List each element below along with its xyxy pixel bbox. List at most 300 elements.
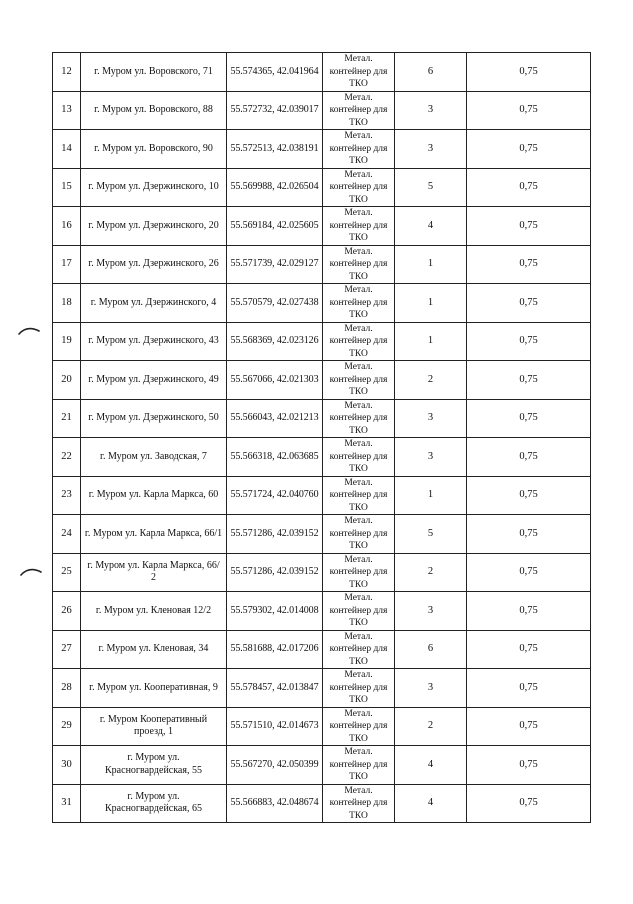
- row-number-text: 14: [61, 142, 72, 154]
- row-address: [81, 476, 227, 515]
- container-type-line: контейнер для: [329, 451, 388, 462]
- container-type-line: ТКО: [349, 464, 368, 474]
- row-address-text: г. Муром ул. Карла Маркса, 66/1: [84, 527, 223, 539]
- container-type-line: ТКО: [349, 810, 368, 821]
- row-number-text: 26: [61, 604, 72, 616]
- row-number-text: 17: [61, 258, 72, 269]
- row-coordinates: [227, 476, 323, 515]
- table-row: [53, 399, 591, 438]
- row-container-volume: [467, 207, 591, 246]
- table-row: [53, 361, 591, 400]
- container-type-line: Метал.: [344, 362, 373, 372]
- row-container-type: [323, 784, 395, 823]
- container-type-line: контейнер для: [329, 66, 388, 77]
- row-container-volume: [467, 746, 591, 785]
- row-container-volume-text: 0,75: [519, 219, 538, 231]
- row-coordinates-text: 55.566883, 42.048674: [230, 797, 319, 808]
- row-number: [53, 399, 81, 438]
- container-type-line: контейнер для: [329, 644, 388, 654]
- container-type-line: Метал.: [344, 169, 373, 180]
- container-type-line: Метал.: [344, 439, 373, 449]
- row-address: [81, 707, 227, 746]
- row-container-type: [323, 207, 395, 246]
- row-number-text: 29: [61, 720, 72, 731]
- row-number-text: 21: [61, 412, 72, 423]
- row-container-count-text: 3: [427, 450, 434, 462]
- row-address-text: г. Муром ул. Кленовая 12/2: [95, 604, 212, 616]
- row-address-text: г. Муром ул. Воровского, 90: [94, 142, 213, 154]
- row-number-text: 15: [61, 181, 72, 192]
- row-coordinates: [227, 515, 323, 554]
- row-container-volume-text: 0,75: [519, 258, 538, 269]
- row-address: [81, 553, 227, 592]
- row-container-volume-text: 0,75: [519, 527, 538, 539]
- row-container-count: [395, 746, 467, 785]
- row-container-volume-text: 0,75: [519, 181, 538, 192]
- row-coordinates-text: 55.579302, 42.014008: [230, 604, 319, 616]
- row-coordinates-text: 55.569988, 42.026504: [230, 181, 319, 192]
- row-coordinates-text: 55.571724, 42.040760: [230, 489, 319, 500]
- row-number: [53, 361, 81, 400]
- row-coordinates: [227, 630, 323, 669]
- row-address: [81, 130, 227, 169]
- row-container-type: [323, 361, 395, 400]
- row-container-count-text: 5: [427, 527, 434, 539]
- row-container-count-text: 4: [427, 797, 434, 808]
- table-row: [53, 438, 591, 477]
- row-container-volume-text: 0,75: [519, 566, 538, 577]
- row-container-volume-text: 0,75: [519, 65, 538, 77]
- row-address-text: г. Муром ул. Красногвардейская, 55: [105, 752, 202, 776]
- table-row: [53, 746, 591, 785]
- row-container-type: [323, 746, 395, 785]
- row-coordinates: [227, 746, 323, 785]
- row-coordinates: [227, 53, 323, 92]
- row-container-volume: [467, 284, 591, 323]
- row-container-volume-text: 0,75: [519, 489, 538, 500]
- row-address-text: г. Муром ул. Дзержинского, 4: [90, 296, 217, 308]
- row-address-text: г. Муром ул. Воровского, 71: [94, 65, 213, 77]
- container-type-line: Метал.: [344, 785, 373, 796]
- row-container-volume: [467, 130, 591, 169]
- row-address: [81, 784, 227, 823]
- container-type-line: ТКО: [349, 233, 368, 243]
- row-container-type: [323, 630, 395, 669]
- row-address: [81, 284, 227, 323]
- row-container-count: [395, 438, 467, 477]
- row-container-type: [323, 168, 395, 207]
- container-type-line: Метал.: [344, 593, 373, 603]
- scan-mark-1: [18, 325, 40, 335]
- row-container-volume: [467, 630, 591, 669]
- row-container-type: [323, 707, 395, 746]
- row-container-volume-text: 0,75: [519, 142, 538, 154]
- row-container-volume: [467, 592, 591, 631]
- table-row: [53, 53, 591, 92]
- row-coordinates-text: 55.578457, 42.013847: [230, 681, 319, 693]
- row-container-count-text: 6: [427, 65, 434, 77]
- container-sites-table: [52, 52, 591, 823]
- container-type-line: контейнер для: [329, 490, 388, 500]
- row-container-count: [395, 399, 467, 438]
- container-type-line: ТКО: [349, 772, 368, 782]
- row-address: [81, 53, 227, 92]
- row-address: [81, 669, 227, 708]
- row-address-text: г. Муром ул. Дзержинского, 26: [88, 258, 219, 269]
- table-row: [53, 630, 591, 669]
- row-container-count-text: 3: [427, 142, 434, 154]
- row-coordinates-text: 55.571286, 42.039152: [230, 527, 319, 539]
- row-coordinates: [227, 245, 323, 284]
- row-container-type: [323, 245, 395, 284]
- row-container-count-text: 2: [427, 566, 434, 577]
- row-container-count: [395, 53, 467, 92]
- row-coordinates: [227, 207, 323, 246]
- row-number-text: 19: [61, 335, 72, 346]
- row-container-volume: [467, 91, 591, 130]
- row-coordinates-text: 55.572732, 42.039017: [230, 104, 319, 115]
- row-container-type: [323, 553, 395, 592]
- row-container-type: [323, 476, 395, 515]
- table-row: [53, 784, 591, 823]
- row-container-volume-text: 0,75: [519, 412, 538, 423]
- container-type-line: ТКО: [349, 117, 368, 128]
- row-container-count-text: 1: [427, 335, 434, 346]
- container-type-line: ТКО: [349, 502, 368, 513]
- row-container-volume: [467, 515, 591, 554]
- container-type-line: Метал.: [344, 708, 373, 719]
- row-container-volume: [467, 322, 591, 361]
- container-type-line: контейнер для: [329, 143, 388, 154]
- table-row: [53, 91, 591, 130]
- row-coordinates-text: 55.570579, 42.027438: [230, 296, 319, 308]
- container-type-line: Метал.: [344, 323, 373, 334]
- row-coordinates-text: 55.581688, 42.017206: [230, 643, 319, 654]
- row-address-text: г. Муром ул. Карла Маркса, 60: [88, 489, 219, 500]
- container-type-line: ТКО: [349, 733, 368, 744]
- row-coordinates-text: 55.568369, 42.023126: [230, 335, 319, 346]
- row-address: [81, 438, 227, 477]
- row-address-text: г. Муром ул. Красногвардейская, 65: [105, 790, 202, 815]
- container-type-line: ТКО: [349, 618, 368, 628]
- row-container-count-text: 1: [427, 489, 434, 500]
- container-type-line: Метал.: [344, 747, 373, 757]
- row-container-volume-text: 0,75: [519, 450, 538, 462]
- row-number-text: 23: [61, 489, 72, 500]
- row-container-count-text: 3: [427, 104, 434, 115]
- row-coordinates-text: 55.567270, 42.050399: [230, 758, 319, 770]
- row-number: [53, 746, 81, 785]
- table-row: [53, 553, 591, 592]
- container-type-line: ТКО: [349, 79, 368, 89]
- container-type-line: контейнер для: [329, 567, 388, 577]
- row-container-count: [395, 91, 467, 130]
- row-number-text: 25: [61, 566, 72, 577]
- row-container-volume-text: 0,75: [519, 296, 538, 308]
- row-container-volume-text: 0,75: [519, 797, 538, 808]
- row-address: [81, 322, 227, 361]
- row-address-text: г. Муром ул. Дзержинского, 10: [88, 181, 219, 192]
- container-type-line: контейнер для: [329, 297, 388, 308]
- row-number: [53, 784, 81, 823]
- row-container-count-text: 5: [427, 181, 434, 192]
- row-container-count-text: 4: [427, 219, 434, 231]
- container-type-line: контейнер для: [329, 605, 388, 616]
- row-container-type: [323, 322, 395, 361]
- row-number: [53, 322, 81, 361]
- row-container-volume: [467, 438, 591, 477]
- row-container-count-text: 2: [427, 720, 434, 731]
- container-type-line: ТКО: [349, 695, 368, 705]
- row-address: [81, 746, 227, 785]
- row-container-count: [395, 476, 467, 515]
- row-coordinates-text: 55.571739, 42.029127: [230, 258, 319, 269]
- row-container-count: [395, 669, 467, 708]
- container-type-line: Метал.: [344, 208, 373, 218]
- row-number-text: 28: [61, 681, 72, 693]
- row-container-type: [323, 53, 395, 92]
- row-container-volume-text: 0,75: [519, 373, 538, 385]
- row-container-type: [323, 284, 395, 323]
- row-address-text: г. Муром ул. Кооперативная, 9: [89, 681, 218, 693]
- row-container-volume-text: 0,75: [519, 758, 538, 770]
- table-row: [53, 669, 591, 708]
- row-container-volume-text: 0,75: [519, 681, 538, 693]
- container-type-line: контейнер для: [329, 682, 388, 693]
- row-address: [81, 207, 227, 246]
- row-container-type: [323, 91, 395, 130]
- row-container-count-text: 1: [427, 258, 434, 269]
- row-number: [53, 515, 81, 554]
- container-type-line: контейнер для: [329, 220, 388, 231]
- container-type-line: Метал.: [344, 477, 373, 488]
- row-address-text: г. Муром ул. Дзержинского, 50: [88, 412, 219, 423]
- row-coordinates-text: 55.569184, 42.025605: [230, 219, 319, 231]
- row-container-volume: [467, 53, 591, 92]
- scan-mark-2: [20, 566, 42, 576]
- container-type-line: ТКО: [349, 656, 368, 667]
- row-container-count: [395, 130, 467, 169]
- row-address-text: г. Муром ул. Дзержинского, 20: [88, 219, 219, 231]
- row-coordinates: [227, 322, 323, 361]
- row-address-text: г. Муром ул. Кленовая, 34: [98, 643, 209, 654]
- row-coordinates: [227, 438, 323, 477]
- row-address: [81, 630, 227, 669]
- row-number: [53, 245, 81, 284]
- container-type-line: контейнер для: [329, 259, 388, 269]
- table-row: [53, 245, 591, 284]
- container-type-line: ТКО: [349, 387, 368, 397]
- row-number-text: 20: [61, 373, 72, 385]
- row-address-text: г. Муром ул. Заводская, 7: [100, 450, 207, 462]
- row-address: [81, 515, 227, 554]
- row-coordinates-text: 55.566043, 42.021213: [230, 412, 319, 423]
- row-container-count: [395, 207, 467, 246]
- row-container-count: [395, 592, 467, 631]
- row-container-type: [323, 669, 395, 708]
- row-container-count-text: 3: [427, 412, 434, 423]
- container-type-line: Метал.: [344, 246, 373, 257]
- row-coordinates: [227, 399, 323, 438]
- row-address: [81, 399, 227, 438]
- row-container-volume: [467, 669, 591, 708]
- row-coordinates: [227, 553, 323, 592]
- row-container-count: [395, 284, 467, 323]
- table-row: [53, 207, 591, 246]
- row-coordinates: [227, 130, 323, 169]
- row-container-type: [323, 438, 395, 477]
- row-number: [53, 438, 81, 477]
- row-container-volume: [467, 784, 591, 823]
- row-number: [53, 476, 81, 515]
- row-number: [53, 707, 81, 746]
- row-container-count: [395, 707, 467, 746]
- container-type-line: контейнер для: [329, 105, 388, 115]
- row-coordinates: [227, 592, 323, 631]
- row-container-count: [395, 630, 467, 669]
- row-container-count: [395, 515, 467, 554]
- container-type-line: контейнер для: [329, 721, 388, 731]
- row-container-volume: [467, 361, 591, 400]
- container-type-line: Метал.: [344, 670, 373, 680]
- row-coordinates: [227, 707, 323, 746]
- container-type-line: ТКО: [349, 310, 368, 320]
- container-type-line: Метал.: [344, 131, 373, 141]
- row-number-text: 22: [61, 450, 72, 462]
- row-address: [81, 168, 227, 207]
- container-type-line: Метал.: [344, 285, 373, 295]
- row-coordinates-text: 55.574365, 42.041964: [230, 65, 319, 77]
- row-address: [81, 361, 227, 400]
- table-row: [53, 592, 591, 631]
- row-container-count: [395, 245, 467, 284]
- container-type-line: ТКО: [349, 579, 368, 590]
- row-container-type: [323, 399, 395, 438]
- table-row: [53, 284, 591, 323]
- container-type-line: Метал.: [344, 516, 373, 526]
- table-row: [53, 322, 591, 361]
- container-type-line: ТКО: [349, 425, 368, 436]
- row-container-count: [395, 784, 467, 823]
- table-row: [53, 476, 591, 515]
- table-row: [53, 707, 591, 746]
- row-number: [53, 91, 81, 130]
- container-type-line: контейнер для: [329, 182, 388, 192]
- container-type-line: Метал.: [344, 554, 373, 565]
- table-row: [53, 515, 591, 554]
- row-number-text: 30: [61, 758, 72, 770]
- row-container-count-text: 1: [427, 296, 434, 308]
- container-type-line: контейнер для: [329, 413, 388, 423]
- row-container-count: [395, 553, 467, 592]
- table-body: [53, 53, 591, 823]
- row-address-text: г. Муром ул. Воровского, 88: [94, 104, 213, 115]
- row-address-text: г. Муром Кооперативный проезд, 1: [99, 713, 208, 738]
- container-type-line: контейнер для: [329, 798, 388, 808]
- row-number: [53, 553, 81, 592]
- row-coordinates-text: 55.567066, 42.021303: [230, 373, 319, 385]
- row-container-volume-text: 0,75: [519, 335, 538, 346]
- row-container-count: [395, 168, 467, 207]
- row-number: [53, 592, 81, 631]
- row-coordinates: [227, 168, 323, 207]
- container-type-line: Метал.: [344, 92, 373, 103]
- row-container-type: [323, 130, 395, 169]
- row-container-count-text: 6: [427, 643, 434, 654]
- row-container-volume-text: 0,75: [519, 720, 538, 731]
- row-container-volume-text: 0,75: [519, 604, 538, 616]
- container-type-line: контейнер для: [329, 374, 388, 385]
- container-type-line: контейнер для: [329, 336, 388, 346]
- row-container-volume: [467, 553, 591, 592]
- row-number-text: 13: [61, 104, 72, 115]
- row-coordinates-text: 55.566318, 42.063685: [230, 450, 319, 462]
- container-type-line: Метал.: [344, 400, 373, 411]
- row-address: [81, 592, 227, 631]
- container-type-line: ТКО: [349, 194, 368, 205]
- row-number: [53, 630, 81, 669]
- row-number-text: 12: [61, 65, 72, 77]
- row-number: [53, 207, 81, 246]
- row-coordinates: [227, 669, 323, 708]
- row-container-count-text: 4: [427, 758, 434, 770]
- row-container-type: [323, 592, 395, 631]
- container-type-line: ТКО: [349, 541, 368, 551]
- row-number-text: 27: [61, 643, 72, 654]
- container-type-line: Метал.: [344, 54, 373, 64]
- container-type-line: контейнер для: [329, 759, 388, 770]
- row-container-volume: [467, 399, 591, 438]
- row-container-count-text: 3: [427, 681, 434, 693]
- row-container-volume-text: 0,75: [519, 104, 538, 115]
- container-type-line: ТКО: [349, 156, 368, 166]
- row-number-text: 31: [61, 797, 72, 808]
- row-coordinates: [227, 284, 323, 323]
- container-type-line: ТКО: [349, 348, 368, 359]
- row-number-text: 18: [61, 296, 72, 308]
- row-container-volume: [467, 707, 591, 746]
- row-number: [53, 130, 81, 169]
- row-coordinates: [227, 361, 323, 400]
- row-address-text: г. Муром ул. Дзержинского, 49: [88, 373, 219, 385]
- row-number: [53, 53, 81, 92]
- container-type-line: Метал.: [344, 631, 373, 642]
- row-coordinates-text: 55.571510, 42.014673: [230, 720, 319, 731]
- row-coordinates: [227, 784, 323, 823]
- table-row: [53, 168, 591, 207]
- row-container-volume: [467, 245, 591, 284]
- row-number: [53, 284, 81, 323]
- row-number-text: 24: [61, 527, 72, 539]
- row-container-volume: [467, 168, 591, 207]
- table-row: [53, 130, 591, 169]
- row-address-text: г. Муром ул. Карла Маркса, 66/ 2: [87, 559, 220, 584]
- row-coordinates-text: 55.571286, 42.039152: [230, 566, 319, 577]
- row-container-count-text: 3: [427, 604, 434, 616]
- row-container-count-text: 2: [427, 373, 434, 385]
- row-container-count: [395, 361, 467, 400]
- row-container-volume-text: 0,75: [519, 643, 538, 654]
- row-address: [81, 245, 227, 284]
- row-coordinates: [227, 91, 323, 130]
- container-type-line: контейнер для: [329, 528, 388, 539]
- row-container-count: [395, 322, 467, 361]
- row-container-volume: [467, 476, 591, 515]
- row-number: [53, 669, 81, 708]
- row-address-text: г. Муром ул. Дзержинского, 43: [88, 335, 219, 346]
- row-number-text: 16: [61, 219, 72, 231]
- row-number: [53, 168, 81, 207]
